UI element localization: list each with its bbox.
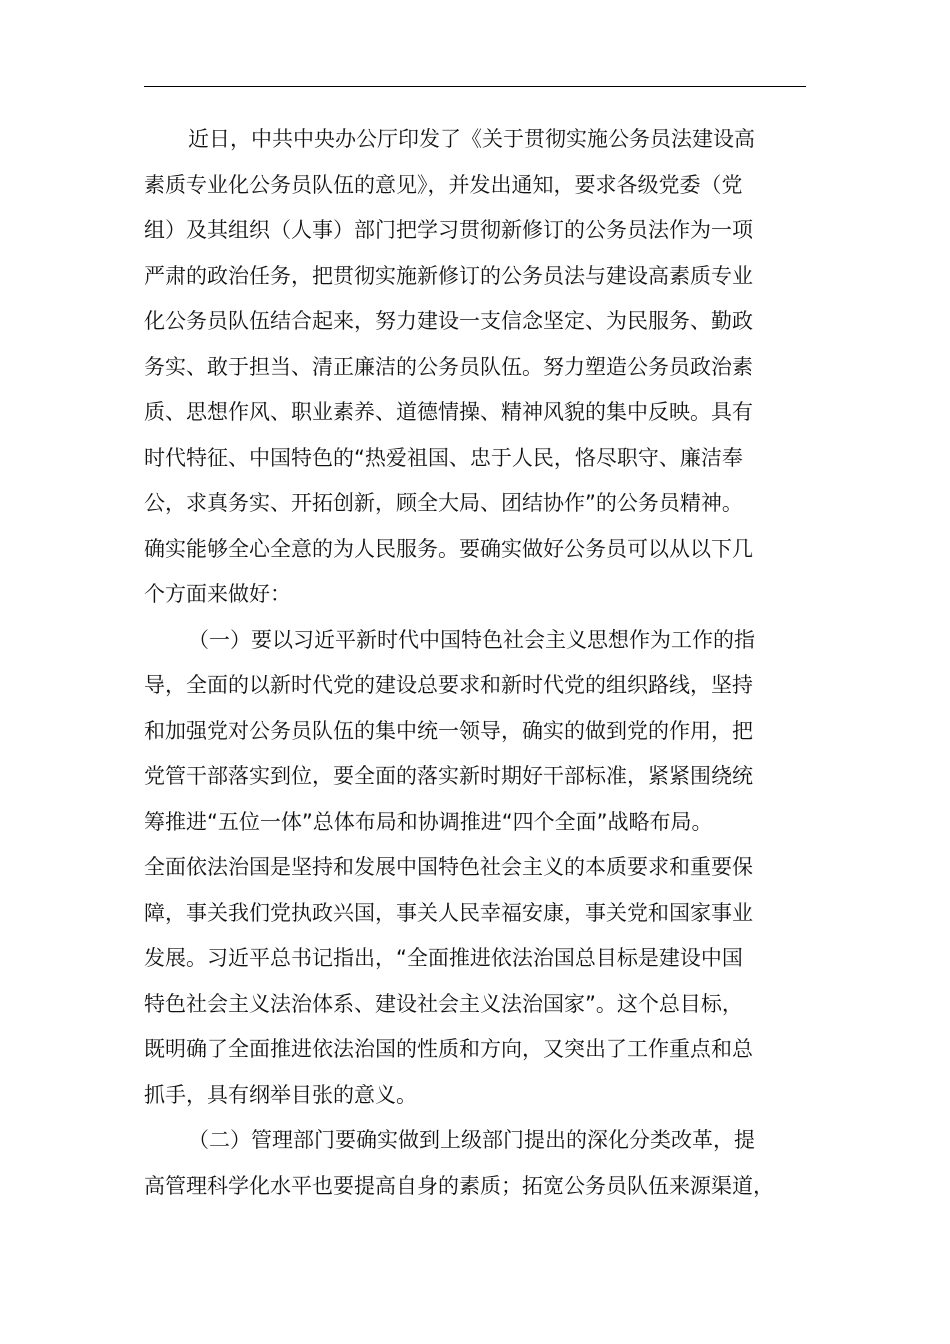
text-line: （一）要以习近平新时代中国特色社会主义思想作为工作的指 [188, 627, 755, 652]
text-line: 质、思想作风、职业素养、道德情操、精神风貌的集中反映。具有 [144, 400, 753, 424]
text-line: 近日，中共中央办公厅印发了《关于贯彻实施公务员法建设高 [188, 127, 755, 151]
text-line: 抓手，具有纲举目张的意义。 [144, 1082, 417, 1107]
text-line: 全面依法治国是坚持和发展中国特色社会主义的本质要求和重要保 [144, 855, 753, 879]
text-line: 组）及其组织（人事）部门把学习贯彻新修订的公务员法作为一项 [144, 218, 753, 242]
text-line: 素质专业化公务员队伍的意见》，并发出通知，要求各级党委（党 [144, 172, 743, 197]
text-line: 个方面来做好： [144, 582, 291, 606]
text-line: 务实、敢于担当、清正廉洁的公务员队伍。努力塑造公务员政治素 [144, 354, 753, 379]
text-line: 筹推进“五位一体”总体布局和协调推进“四个全面”战略布局。 [144, 809, 713, 834]
document-body [144, 117, 806, 1209]
text-line: 党管干部落实到位，要全面的落实新时期好干部标准，紧紧围绕统 [144, 764, 753, 788]
text-line: 发展。习近平总书记指出，“全面推进依法治国总目标是建设中国 [144, 946, 743, 970]
text-line: 导，全面的以新时代党的建设总要求和新时代党的组织路线，坚持 [144, 673, 753, 697]
text-line: 既明确了全面推进依法治国的性质和方向，又突出了工作重点和总 [144, 1037, 753, 1061]
text-line: 公，求真务实、开拓创新，顾全大局、团结协作”的公务员精神。 [144, 491, 743, 515]
header-rule [144, 86, 806, 87]
text-line: 高管理科学化水平也要提高自身的素质；拓宽公务员队伍来源渠道， [144, 1173, 774, 1198]
text-line: 确实能够全心全意的为人民服务。要确实做好公务员可以从以下几 [144, 536, 753, 561]
text-line: （二）管理部门要确实做到上级部门提出的深化分类改革，提 [188, 1128, 755, 1152]
text-line: 和加强党对公务员队伍的集中统一领导，确实的做到党的作用，把 [144, 718, 753, 743]
text-line: 障，事关我们党执政兴国，事关人民幸福安康，事关党和国家事业 [144, 900, 753, 925]
text-line: 特色社会主义法治体系、建设社会主义法治国家”。这个总目标， [144, 991, 743, 1016]
text-line: 时代特征、中国特色的“热爱祖国、忠于人民，恪尽职守、廉洁奉 [144, 445, 743, 470]
text-line: 化公务员队伍结合起来，努力建设一支信念坚定、为民服务、勤政 [144, 309, 753, 333]
text-line: 严肃的政治任务，把贯彻实施新修订的公务员法与建设高素质专业 [144, 263, 753, 288]
